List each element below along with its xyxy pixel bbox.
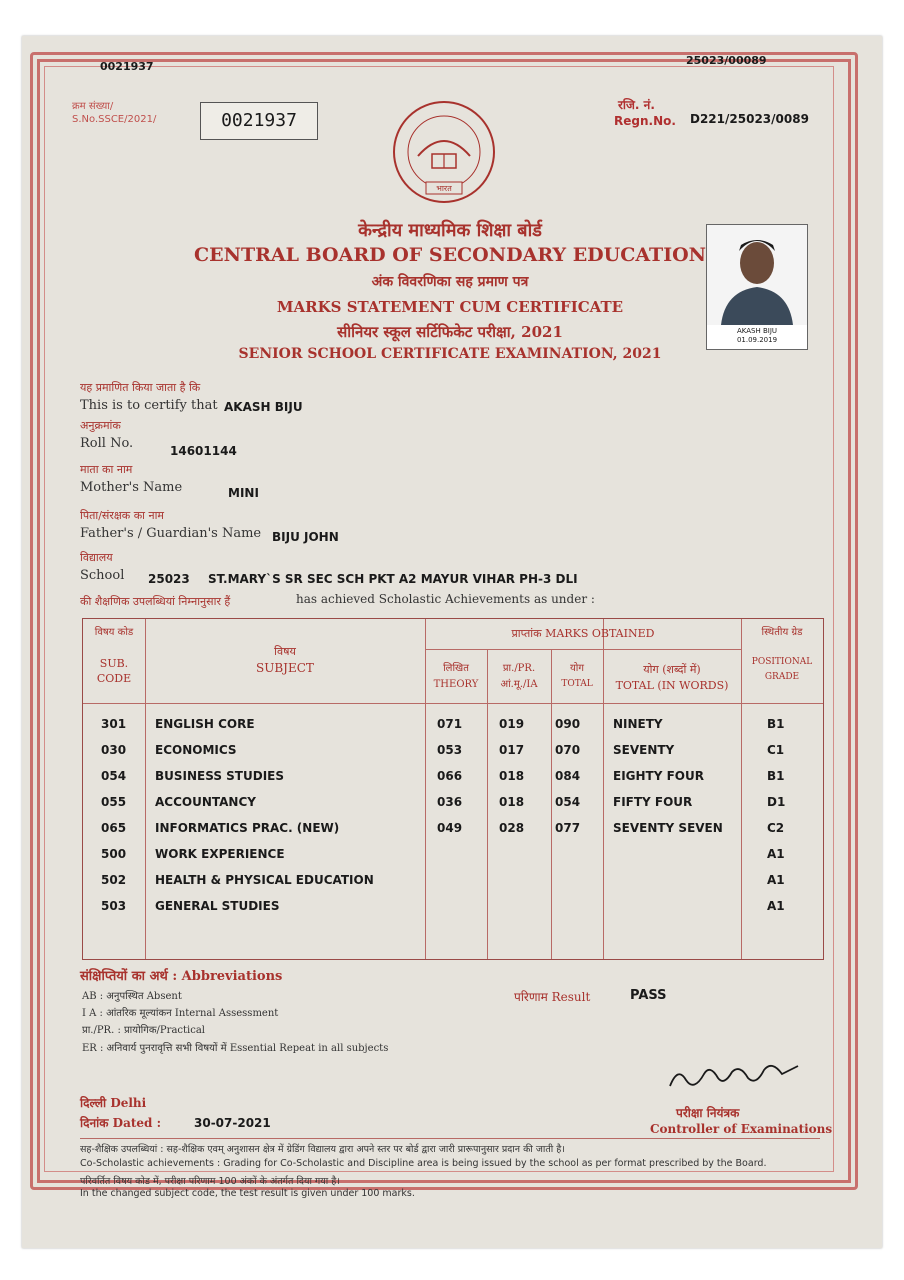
footer-note-1: Co-Scholastic achievements : Grading for Co-Scholastic and Discipline area is being issued by the school as per format prescribed by the Board. <box>80 1158 767 1169</box>
abbreviations-title: Abbreviations <box>181 969 283 984</box>
roll-number: 14601144 <box>170 444 237 458</box>
achievement-label: has achieved Scholastic Achievements as under : <box>296 592 595 606</box>
school-label-hindi: विद्यालय <box>80 551 113 564</box>
abbr-practical: प्रा./PR. : प्रायोगिक/Practical <box>82 1025 205 1036</box>
row-theory: 071 <box>437 717 463 731</box>
student-name: AKASH BIJU <box>224 400 303 414</box>
student-photo <box>706 224 808 350</box>
row-total: 090 <box>555 717 581 731</box>
footer-note-hindi-2: परिवर्तित विषय कोड में, परीक्षा परिणाम 100 अंकों के अंतर्गत दिया गया है। <box>80 1176 340 1187</box>
row-grade: B1 <box>767 717 785 731</box>
board-name-hindi: केन्द्रीय माध्यमिक शिक्षा बोर्ड <box>358 220 542 241</box>
school-name: ST.MARY`S SR SEC SCH PKT A2 MAYUR VIHAR PH-3 DLI <box>208 572 578 586</box>
certify-label-hindi: यह प्रमाणित किया जाता है कि <box>80 381 201 394</box>
roll-label: Roll No. <box>80 436 134 451</box>
serial-number-box: 0021937 <box>200 102 318 140</box>
row-total: 084 <box>555 769 581 783</box>
row-words: EIGHTY FOUR <box>613 769 704 783</box>
row-pr: 017 <box>499 743 525 757</box>
header-pr: प्रा./PR. <box>502 663 536 674</box>
roll-label-hindi: अनुक्रमांक <box>80 419 121 432</box>
school-code: 25023 <box>148 572 190 586</box>
header-theory: THEORY <box>433 679 479 690</box>
controller-title: Controller of Examinations <box>650 1122 833 1136</box>
header-ia: आं.मू./IA <box>500 679 538 690</box>
emblem-label: भारत <box>436 184 452 193</box>
row-subject: ENGLISH CORE <box>155 717 255 731</box>
header-grade-1: POSITIONAL <box>751 657 813 667</box>
father-label-hindi: पिता/संरक्षक का नाम <box>80 509 165 522</box>
row-words: SEVENTY <box>613 743 675 757</box>
row-pr: 018 <box>499 795 525 809</box>
row-total: 054 <box>555 795 581 809</box>
serial-label: S.No.SSCE/2021/ <box>72 114 157 125</box>
header-code-1: SUB. <box>99 657 129 670</box>
header-grade-2: GRADE <box>764 672 800 682</box>
regn-value: D221/25023/0089 <box>690 112 809 126</box>
row-words: NINETY <box>613 717 663 731</box>
row-code: 500 <box>101 847 127 861</box>
header-code-hindi: विषय कोड <box>94 627 134 638</box>
cbse-emblem <box>388 96 500 208</box>
school-label: School <box>80 568 125 583</box>
row-subject: ACCOUNTANCY <box>155 795 256 809</box>
row-code: 030 <box>101 743 127 757</box>
row-pr: 028 <box>499 821 525 835</box>
row-subject: INFORMATICS PRAC. (NEW) <box>155 821 340 835</box>
row-words: FIFTY FOUR <box>613 795 693 809</box>
result-label: Result <box>551 990 591 1004</box>
row-grade: D1 <box>767 795 786 809</box>
photo-caption-name: AKASH BIJU <box>736 327 778 335</box>
row-theory: 053 <box>437 743 463 757</box>
serial-number-top: 0021937 <box>100 60 154 73</box>
achievement-label-hindi: की शैक्षणिक उपलब्धियां निम्नानुसार हैं <box>80 595 231 608</box>
document-title-hindi: अंक विवरणिका सह प्रमाण पत्र <box>371 274 529 290</box>
header-words-hindi: योग (शब्दों में) <box>643 663 701 676</box>
row-pr: 018 <box>499 769 525 783</box>
row-pr: 019 <box>499 717 525 731</box>
row-total: 070 <box>555 743 581 757</box>
board-name: CENTRAL BOARD OF SECONDARY EDUCATION <box>194 244 706 266</box>
header-theory-hindi: लिखित <box>443 663 469 674</box>
controller-title-hindi: परीक्षा नियंत्रक <box>676 1106 740 1120</box>
issue-date: 30-07-2021 <box>194 1116 271 1130</box>
row-code: 054 <box>101 769 127 783</box>
serial-label-hindi: क्रम संख्या/ <box>72 101 114 112</box>
footer-note-2: In the changed subject code, the test result is given under 100 marks. <box>80 1188 415 1199</box>
header-marks-hindi: प्राप्तांक <box>511 627 542 640</box>
row-subject: WORK EXPERIENCE <box>155 847 285 861</box>
photo-caption-date: 01.09.2019 <box>736 336 778 344</box>
row-subject: HEALTH & PHYSICAL EDUCATION <box>155 873 374 887</box>
father-name: BIJU JOHN <box>272 530 339 544</box>
row-code: 503 <box>101 899 127 913</box>
controller-signature <box>664 1056 808 1100</box>
abbr-essential-repeat: ER : अनिवार्य पुनरावृत्ति सभी विषयों में Essential Repeat in all subjects <box>82 1043 389 1054</box>
header-total: TOTAL <box>561 679 593 689</box>
regn-label-hindi: रजि. नं. <box>618 98 655 112</box>
row-total: 077 <box>555 821 581 835</box>
abbr-absent: AB : अनुपस्थित Absent <box>82 991 182 1002</box>
header-total-hindi: योग <box>569 663 585 674</box>
row-subject: BUSINESS STUDIES <box>155 769 284 783</box>
row-code: 055 <box>101 795 127 809</box>
row-theory: 049 <box>437 821 463 835</box>
row-subject: ECONOMICS <box>155 743 237 757</box>
exam-title-hindi: सीनियर स्कूल सर्टिफिकेट परीक्षा, 2021 <box>337 323 563 341</box>
header-grade-hindi: स्थितीय ग्रेड <box>761 627 803 638</box>
row-grade: B1 <box>767 769 785 783</box>
regn-label: Regn.No. <box>614 114 676 128</box>
row-grade: A1 <box>767 899 785 913</box>
row-code: 301 <box>101 717 127 731</box>
row-code: 502 <box>101 873 127 887</box>
header-subject: SUBJECT <box>256 661 314 675</box>
result-value: PASS <box>630 988 667 1003</box>
result-label-hindi: परिणाम <box>514 990 548 1004</box>
mother-label: Mother's Name <box>80 480 183 495</box>
father-label: Father's / Guardian's Name <box>80 526 262 541</box>
registration-number-top: 25023/00089 <box>686 54 767 67</box>
header-marks: MARKS OBTAINED <box>545 627 655 640</box>
row-grade: A1 <box>767 873 785 887</box>
row-grade: A1 <box>767 847 785 861</box>
header-code-2: CODE <box>96 672 132 685</box>
document-title: MARKS STATEMENT CUM CERTIFICATE <box>276 298 624 316</box>
dated-label-hindi: दिनांक <box>80 1116 109 1130</box>
row-grade: C1 <box>767 743 785 757</box>
mother-label-hindi: माता का नाम <box>80 463 133 476</box>
row-subject: GENERAL STUDIES <box>155 899 280 913</box>
row-theory: 066 <box>437 769 463 783</box>
certify-label: This is to certify that <box>80 398 218 413</box>
exam-title: SENIOR SCHOOL CERTIFICATE EXAMINATION, 2021 <box>238 346 662 362</box>
row-words: SEVENTY SEVEN <box>613 821 723 835</box>
abbreviations-title-hindi: संक्षिप्तियों का अर्थ : <box>80 969 178 984</box>
footer-note-hindi-1: सह-शैक्षिक उपलब्धियां : सह-शैक्षिक एवम् अनुशासन क्षेत्र में ग्रेडिंग विद्यालय द्वारा अपने स्तर पर बोर्ड द्वारा जारी प्रारूपानुसार प्रदान की जाती है। <box>80 1144 565 1155</box>
marks-table <box>82 618 824 960</box>
row-grade: C2 <box>767 821 785 835</box>
place: दिल्ली Delhi <box>80 1096 147 1110</box>
dated-label: Dated : <box>112 1116 162 1130</box>
mother-name: MINI <box>228 486 259 500</box>
row-code: 065 <box>101 821 127 835</box>
header-words: TOTAL (IN WORDS) <box>615 679 729 692</box>
row-theory: 036 <box>437 795 463 809</box>
abbr-internal: I A : आंतरिक मूल्यांकन Internal Assessment <box>82 1008 279 1019</box>
header-subject-hindi: विषय <box>274 645 296 658</box>
